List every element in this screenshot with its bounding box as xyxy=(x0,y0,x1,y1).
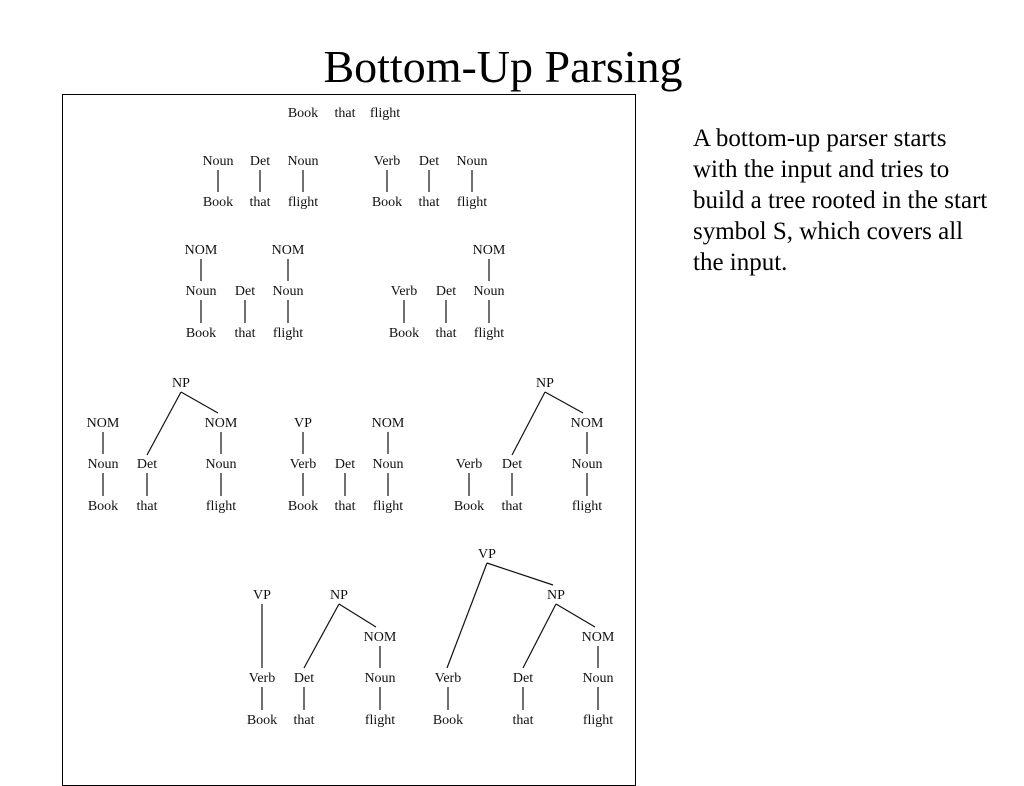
tree-edge xyxy=(487,563,553,585)
node-noun: Noun xyxy=(456,154,488,169)
node-noun: Noun xyxy=(364,671,396,686)
node-noun: Noun xyxy=(287,154,319,169)
node-det: Det xyxy=(293,671,315,686)
tree-edge xyxy=(556,604,595,627)
tree-edge xyxy=(181,392,218,413)
word-book: Book xyxy=(432,713,464,728)
node-det: Det xyxy=(435,284,457,299)
node-nom: NOM xyxy=(184,243,218,258)
node-noun: Noun xyxy=(87,457,119,472)
word-flight: flight xyxy=(272,326,304,341)
node-nom: NOM xyxy=(204,416,238,431)
word-book: Book xyxy=(287,499,319,514)
node-verb: Verb xyxy=(248,671,276,686)
word-flight: flight xyxy=(456,195,488,210)
word-that: that xyxy=(512,713,534,728)
node-det: Det xyxy=(512,671,534,686)
node-np: NP xyxy=(330,588,348,603)
word-book: Book xyxy=(246,713,278,728)
word-that: that xyxy=(418,195,440,210)
slide-caption: A bottom-up parser starts with the input and tries to build a tree rooted in the start symbol S, which covers all the input. xyxy=(693,125,988,276)
tree-edge xyxy=(523,604,556,668)
node-noun: Noun xyxy=(582,671,614,686)
node-nom: NOM xyxy=(472,243,506,258)
node-nom: NOM xyxy=(581,630,615,645)
word-that: that xyxy=(435,326,457,341)
word-that: that xyxy=(136,499,158,514)
tree-edge xyxy=(512,392,545,455)
tree-edge xyxy=(545,392,583,413)
node-noun: Noun xyxy=(205,457,237,472)
node-det: Det xyxy=(334,457,356,472)
node-noun: Noun xyxy=(473,284,505,299)
node-nom: NOM xyxy=(86,416,120,431)
input-word: flight xyxy=(369,106,401,121)
node-verb: Verb xyxy=(434,671,462,686)
word-flight: flight xyxy=(287,195,319,210)
word-that: that xyxy=(334,499,356,514)
word-flight: flight xyxy=(582,713,614,728)
input-word: that xyxy=(334,106,356,121)
word-book: Book xyxy=(202,195,234,210)
node-np: NP xyxy=(536,376,554,391)
node-det: Det xyxy=(418,154,440,169)
word-flight: flight xyxy=(473,326,505,341)
node-verb: Verb xyxy=(390,284,418,299)
node-det: Det xyxy=(136,457,158,472)
node-nom: NOM xyxy=(271,243,305,258)
node-noun: Noun xyxy=(202,154,234,169)
node-nom: NOM xyxy=(371,416,405,431)
node-noun: Noun xyxy=(372,457,404,472)
tree-edge xyxy=(447,563,487,668)
word-flight: flight xyxy=(372,499,404,514)
tree-edge xyxy=(147,392,181,455)
node-vp: VP xyxy=(253,588,271,603)
word-book: Book xyxy=(388,326,420,341)
word-book: Book xyxy=(371,195,403,210)
word-that: that xyxy=(293,713,315,728)
tree-edge xyxy=(339,604,376,627)
parse-tree-diagram xyxy=(63,95,635,785)
node-np: NP xyxy=(547,588,565,603)
node-nom: NOM xyxy=(363,630,397,645)
word-book: Book xyxy=(87,499,119,514)
node-nom: NOM xyxy=(570,416,604,431)
slide-title: Bottom-Up Parsing xyxy=(323,41,683,92)
node-det: Det xyxy=(234,284,256,299)
node-verb: Verb xyxy=(455,457,483,472)
node-verb: Verb xyxy=(289,457,317,472)
word-flight: flight xyxy=(364,713,396,728)
word-that: that xyxy=(234,326,256,341)
node-noun: Noun xyxy=(571,457,603,472)
word-book: Book xyxy=(453,499,485,514)
node-vp: VP xyxy=(478,547,496,562)
word-book: Book xyxy=(185,326,217,341)
tree-edge xyxy=(304,604,339,668)
node-verb: Verb xyxy=(373,154,401,169)
node-det: Det xyxy=(249,154,271,169)
node-noun: Noun xyxy=(272,284,304,299)
word-that: that xyxy=(249,195,271,210)
word-flight: flight xyxy=(205,499,237,514)
node-np: NP xyxy=(172,376,190,391)
input-word: Book xyxy=(287,106,319,121)
node-vp: VP xyxy=(294,416,312,431)
node-det: Det xyxy=(501,457,523,472)
node-noun: Noun xyxy=(185,284,217,299)
parse-tree-figure xyxy=(62,94,636,786)
word-that: that xyxy=(501,499,523,514)
word-flight: flight xyxy=(571,499,603,514)
